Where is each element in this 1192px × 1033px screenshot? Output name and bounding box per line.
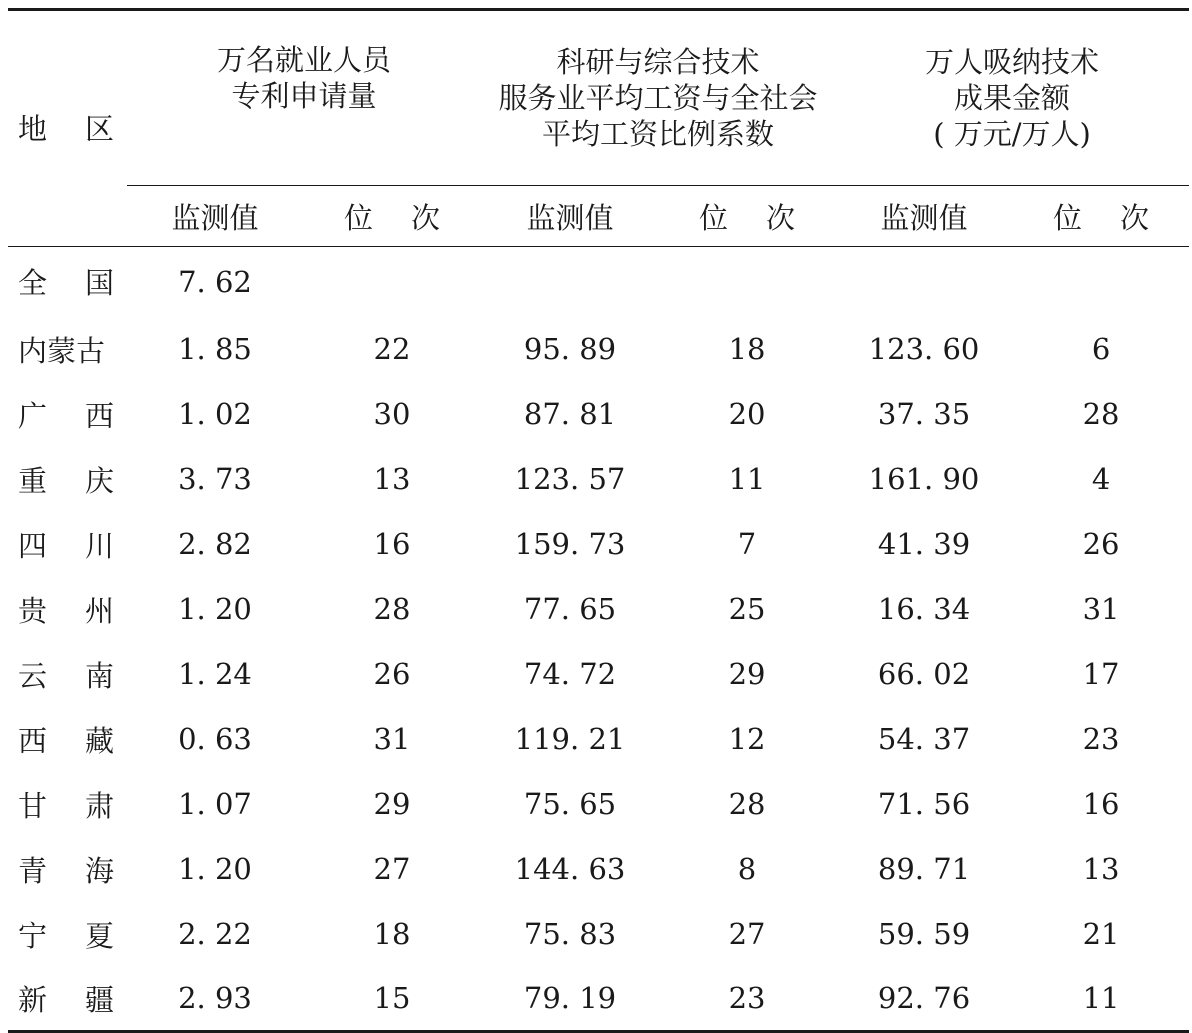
- rank-cell: 23: [659, 967, 835, 1032]
- region-name-text: [18, 978, 114, 1019]
- table-row: [8, 707, 1189, 772]
- table-row: [8, 447, 1189, 512]
- region-header-char-2: 区: [84, 111, 114, 146]
- rank-cell: [303, 247, 481, 317]
- region-name-text: [18, 784, 114, 825]
- region-name-char: 四: [18, 528, 48, 563]
- value-cell: 79. 19: [481, 967, 659, 1032]
- rank-cell: 12: [728, 722, 766, 756]
- rank-cell: 6: [1091, 332, 1111, 366]
- group-header-line: 万人吸纳技术: [925, 45, 1100, 79]
- region-header: [8, 10, 127, 247]
- rank-cell: 22: [373, 332, 411, 366]
- region-name-char: 夏: [84, 918, 114, 953]
- rank-cell: 15: [303, 967, 481, 1032]
- region-name-text: [18, 654, 114, 695]
- value-cell: 95. 89: [523, 332, 617, 366]
- table-row: [8, 902, 1189, 967]
- value-cell: 7. 62: [178, 264, 252, 299]
- region-name-char: 云: [18, 658, 48, 693]
- region-name-char: 藏: [84, 723, 114, 758]
- region-name: [8, 772, 127, 837]
- region-name-text: [18, 329, 114, 370]
- region-name: [8, 967, 127, 1032]
- group-header-line: 科研与综合技术: [556, 45, 760, 79]
- region-name-text: [18, 914, 114, 955]
- value-cell: 1. 24: [178, 657, 252, 691]
- value-cell: 123. 60: [868, 332, 980, 366]
- region-name-char: 宁: [18, 918, 48, 953]
- rank-cell: 18: [373, 917, 411, 951]
- value-cell: 2. 82: [178, 527, 252, 561]
- value-cell: 123. 57: [514, 462, 626, 496]
- value-cell: 1. 02: [178, 397, 252, 431]
- rank-cell: 23: [1082, 722, 1120, 756]
- table-row: [8, 317, 1189, 382]
- rank-cell: 21: [1082, 917, 1120, 951]
- value-cell: 59. 59: [877, 917, 971, 951]
- value-cell: 3. 73: [178, 462, 252, 496]
- region-name: [8, 317, 127, 382]
- rank-cell: 29: [373, 787, 411, 821]
- region-name-char: 川: [84, 528, 114, 563]
- region-name-char: 州: [84, 593, 114, 628]
- region-header-char-1: 地: [18, 111, 48, 146]
- region-name-char: 甘: [18, 788, 48, 823]
- rank-cell: 8: [737, 852, 757, 886]
- group-header-line: 成果金额: [954, 81, 1071, 115]
- rank-cell: 13: [373, 462, 411, 496]
- rank-cell: [659, 247, 835, 317]
- region-name-text: [18, 261, 114, 302]
- rank-cell: 27: [373, 852, 411, 886]
- table-body: [8, 247, 1189, 1032]
- region-name: [8, 707, 127, 772]
- value-cell: [835, 247, 1013, 317]
- rank-cell: 31: [1082, 592, 1120, 626]
- rank-cell: 4: [1091, 462, 1111, 496]
- group-header-line: 万名就业人员: [217, 43, 392, 77]
- value-cell: 41. 39: [877, 527, 971, 561]
- rank-cell: 26: [1082, 527, 1120, 561]
- value-cell: 54. 37: [877, 722, 971, 756]
- rank-cell: 13: [1082, 852, 1120, 886]
- region-name-text: [18, 459, 114, 500]
- group-header-line: 平均工资比例系数: [542, 117, 775, 151]
- value-cell: 161. 90: [868, 462, 980, 496]
- value-cell: 144. 63: [514, 852, 626, 886]
- region-name-char: 广: [18, 398, 48, 433]
- table-row: [8, 772, 1189, 837]
- region-name-char: 内蒙古: [18, 333, 106, 368]
- rank-cell: 27: [728, 917, 766, 951]
- value-cell: 1. 20: [178, 852, 252, 886]
- group-header-line: ( 万元/万人): [933, 117, 1091, 151]
- rank-column-header: 位 次: [303, 186, 481, 247]
- region-name-char: 南: [84, 658, 114, 693]
- rank-cell: 16: [373, 527, 411, 561]
- value-cell: 1. 85: [178, 332, 252, 366]
- region-name-text: [18, 719, 114, 760]
- rank-cell: 26: [373, 657, 411, 691]
- rank-column-header: 位 次: [1013, 186, 1189, 247]
- value-cell: 159. 73: [514, 527, 626, 561]
- value-cell: 77. 65: [523, 592, 617, 626]
- table-row: [8, 382, 1189, 447]
- rank-cell: 25: [728, 592, 766, 626]
- value-cell: 119. 21: [514, 722, 626, 756]
- value-cell: 2. 22: [178, 917, 252, 951]
- rank-cell: [1013, 247, 1189, 317]
- value-cell: 74. 72: [523, 657, 617, 691]
- rank-cell: 11: [728, 462, 766, 496]
- value-cell: 37. 35: [877, 397, 971, 431]
- value-cell: 75. 65: [523, 787, 617, 821]
- table-row: [8, 837, 1189, 902]
- rank-cell: 18: [728, 332, 766, 366]
- value-cell: 16. 34: [877, 592, 971, 626]
- value-cell: 1. 07: [178, 787, 252, 821]
- table-row: [8, 642, 1189, 707]
- region-name-char: 肃: [84, 788, 114, 823]
- table-row: [8, 512, 1189, 577]
- table-row: [8, 967, 1189, 1032]
- table-row: [8, 247, 1189, 317]
- rank-column-header: 位 次: [659, 186, 835, 247]
- region-name: [8, 447, 127, 512]
- value-cell: 75. 83: [523, 917, 617, 951]
- statistics-table: [8, 8, 1189, 1033]
- region-name-text: [18, 524, 114, 565]
- group-header-line: 服务业平均工资与全社会: [498, 81, 818, 115]
- region-name-char: 全: [18, 266, 48, 301]
- region-name: [8, 382, 127, 447]
- region-name-text: [18, 849, 114, 890]
- region-name-char: 庆: [84, 463, 114, 498]
- value-cell: 1. 20: [178, 592, 252, 626]
- region-name-char: 西: [18, 723, 48, 758]
- value-cell: 92. 76: [835, 967, 1013, 1032]
- rank-cell: 28: [728, 787, 766, 821]
- value-column-header: 监测值: [481, 186, 659, 247]
- value-cell: [481, 247, 659, 317]
- region-name: [8, 577, 127, 642]
- rank-cell: 29: [728, 657, 766, 691]
- region-name-char: 青: [18, 853, 48, 888]
- value-column-header: 监测值: [835, 186, 1013, 247]
- value-cell: 66. 02: [877, 657, 971, 691]
- region-name-text: [18, 589, 114, 630]
- region-name: [8, 902, 127, 967]
- group-header-wage-ratio: [481, 10, 835, 186]
- rank-cell: 20: [728, 397, 766, 431]
- region-name-char: 重: [18, 463, 48, 498]
- rank-cell: 16: [1082, 787, 1120, 821]
- rank-cell: 28: [373, 592, 411, 626]
- region-name-char: 国: [84, 266, 114, 301]
- region-name: [8, 642, 127, 707]
- region-name-char: 新: [18, 982, 48, 1017]
- value-cell: 89. 71: [877, 852, 971, 886]
- value-cell: 87. 81: [523, 397, 617, 431]
- rank-cell: 30: [373, 397, 411, 431]
- region-name: [8, 837, 127, 902]
- value-cell: 71. 56: [877, 787, 971, 821]
- region-name-text: [18, 394, 114, 435]
- rank-cell: 28: [1082, 397, 1120, 431]
- region-name-char: 疆: [84, 982, 114, 1017]
- rank-cell: 7: [737, 527, 757, 561]
- region-name-char: 贵: [18, 593, 48, 628]
- rank-cell: 11: [1013, 967, 1189, 1032]
- value-column-header: 监测值: [127, 186, 303, 247]
- group-header-patents: [127, 10, 481, 186]
- rank-cell: 17: [1082, 657, 1120, 691]
- group-header-tech-funds: [835, 10, 1189, 186]
- region-name-char: 海: [84, 853, 114, 888]
- region-name: [8, 247, 127, 317]
- rank-cell: 31: [373, 722, 411, 756]
- region-name-char: 西: [84, 398, 114, 433]
- group-header-line: 专利申请量: [231, 79, 377, 113]
- table-row: [8, 577, 1189, 642]
- region-name: [8, 512, 127, 577]
- value-cell: 0. 63: [178, 722, 252, 756]
- value-cell: 2. 93: [127, 967, 303, 1032]
